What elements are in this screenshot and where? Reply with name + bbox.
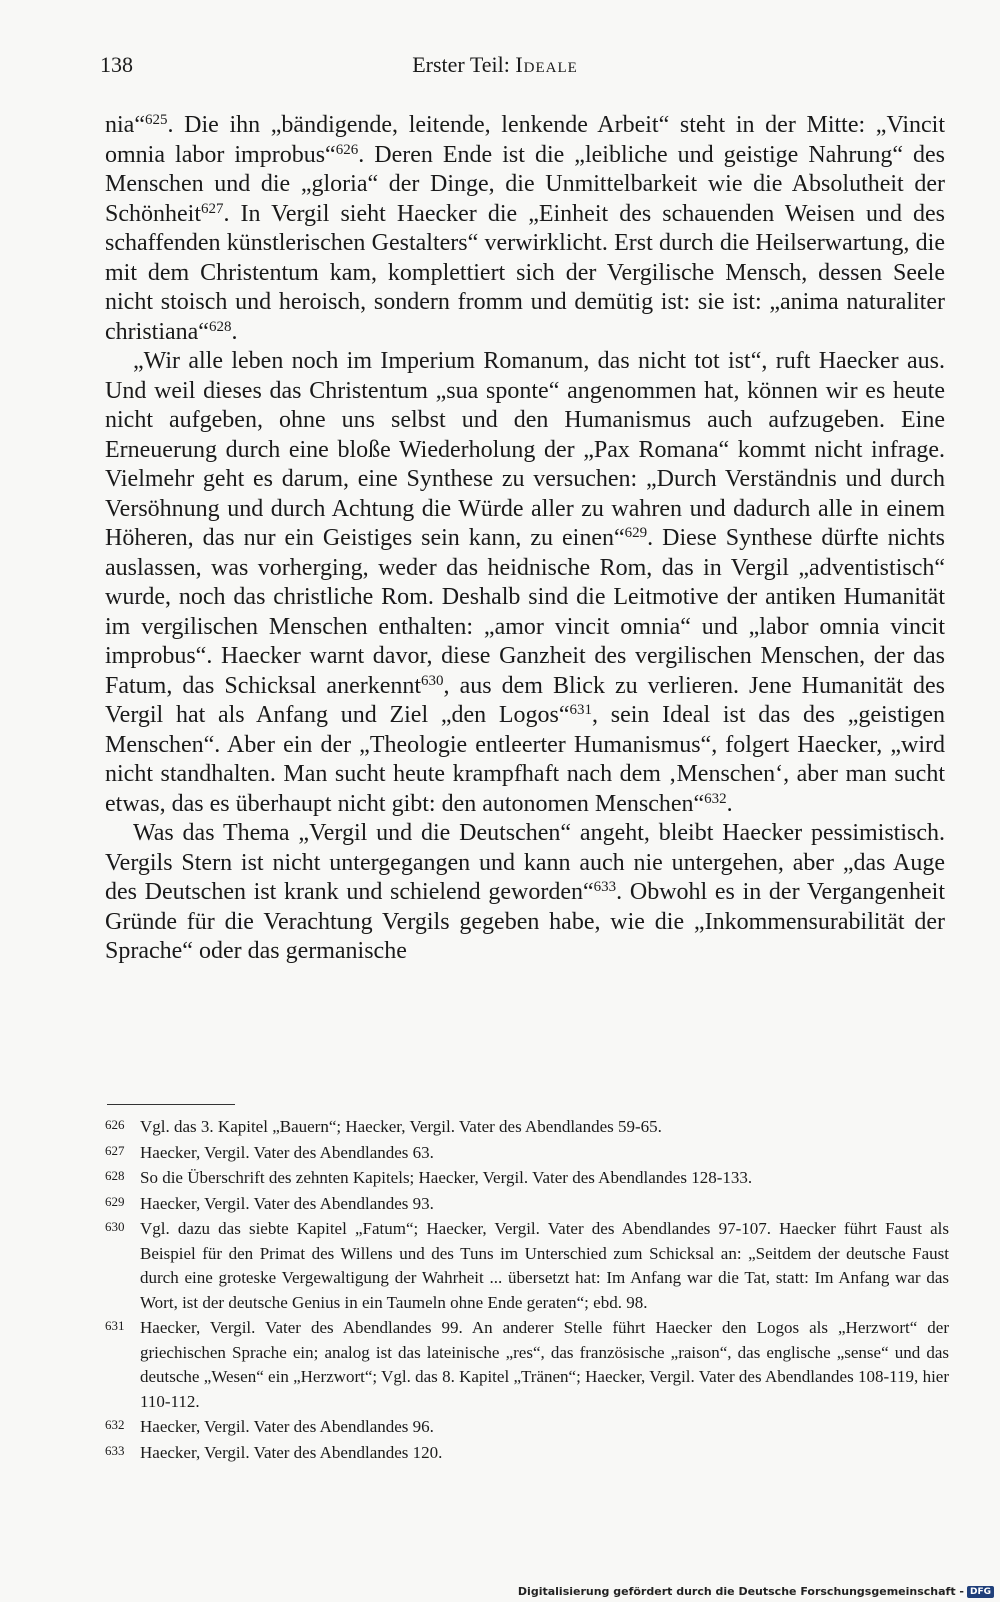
footnotes [105, 1115, 949, 1466]
footnote-number: 632 [105, 1417, 125, 1432]
digitization-credit [518, 1585, 994, 1598]
text-run: nia“ [105, 112, 145, 138]
text-run: . Diese Synthese dürfte nichts auslassen, was vorherging, weder das heidnische Rom, das in Vergil „adventistisch“ wurde, noch das christliche Rom. Deshalb sind die Leitmotive der antiken Humanität im vergilischen Menschen enthalten: „amor vincit omnia“ und „labor omnia vincit improbus“. Haecker warnt davor, diese Ganzheit des vergilischen Menschen, der das Fatum, das Schicksal anerkennt [105, 525, 945, 699]
footnote [105, 1115, 949, 1140]
footnote [105, 1441, 949, 1466]
footnote-number: 626 [105, 1117, 125, 1132]
footnote [105, 1316, 949, 1414]
footnote-ref[interactable]: 630 [421, 672, 444, 689]
text-run: . Die ihn „bändigende, leitende, lenkende Arbeit“ steht in der Mitte: „Vincit omnia labor improbus“ [105, 112, 945, 168]
footnote-ref[interactable]: 625 [144, 111, 168, 128]
paragraph [105, 111, 945, 347]
text-run: „Wir alle leben noch im Imperium Romanum, das nicht tot ist“, ruft Haecker aus. Und weil dieses das Christentum „sua sponte“ angenommen hat, können wir es heute nicht aufgeben, ohne uns selbst und den Humanismus auch aufzugeben. Eine Erneuerung durch eine bloße Wiederholung der „Pax Romana“ kommt nicht infrage. Vielmehr geht es darum, eine Synthese zu versuchen: „Durch Verständnis und durch Versöhnung und durch Achtung die Würde aller zu wahren und dadurch alle in einem Höheren, das nur ein Geistiges sein kann, zu einen“ [105, 348, 945, 551]
text-run: , aus dem Blick zu verlieren. Jene Humanität des Vergil hat als Anfang und Ziel „den Logos“ [105, 672, 945, 728]
footnote-number: 629 [105, 1193, 125, 1209]
page-number: 138 [100, 52, 133, 77]
body-text [105, 111, 945, 967]
footnote-number: 630 [105, 1219, 125, 1234]
text-run: . Obwohl es in der Vergangenheit Gründe für die Verachtung Vergils gegeben habe, wie die „Inkommensurabilität der Sprache“ oder das germanische [105, 879, 945, 964]
footnote-text: Haecker, Vergil. Vater des Abendlandes 96. [140, 1417, 434, 1436]
footnote-text: So die Überschrift des zehnten Kapitels; Haecker, Vergil. Vater des Abendlandes 128-133. [140, 1168, 753, 1187]
text-run: . [231, 318, 238, 345]
footnote-ref[interactable]: 633 [593, 878, 617, 895]
running-head-part: Erster Teil: [412, 52, 516, 77]
footnote-separator [107, 1104, 235, 1105]
footnote [105, 1192, 949, 1217]
footnote-ref[interactable]: 632 [704, 790, 727, 807]
footnote [105, 1415, 949, 1440]
footnote-text: Haecker, Vergil. Vater des Abendlandes 63. [140, 1142, 434, 1162]
footnote [105, 1217, 949, 1315]
text-run: . Deren Ende ist die „leibliche und geistige Nahrung“ des Menschen und die „gloria“ der Dinge, die Unmittelbarkeit wie die Absolutheit der Schönheit [105, 141, 945, 227]
footnote-ref[interactable]: 626 [335, 141, 359, 158]
running-head-section: Ideale [515, 52, 578, 77]
dfg-logo: DFG [967, 1586, 994, 1598]
footnote-text: Vgl. dazu das siebte Kapitel „Fatum“; Haecker, Vergil. Vater des Abendlandes 97-107. Haecker führt Faust als Beispiel für den Primat des Willens und des Tuns im Unterschied zum Schicksal an: „Seitdem der deutsche Faust durch eine groteske Vergewaltigung der Wahrheit ... übersetzt hat: Im Anfang war die Tat, statt: Im Anfang war das Wort, ist der deutsche Genius in ein Taumeln ohne Ende geraten“; ebd. 98. [140, 1219, 949, 1312]
running-head [100, 52, 890, 78]
footnote-number: 627 [105, 1142, 125, 1158]
footnote-ref[interactable]: 628 [208, 318, 232, 335]
footnote [105, 1166, 949, 1191]
page-header [100, 48, 890, 88]
footnote-text: Haecker, Vergil. Vater des Abendlandes 120. [140, 1442, 443, 1462]
credit-text: Digitalisierung gefördert durch die Deutsche Forschungsgemeinschaft - [517, 1585, 964, 1598]
paragraph [105, 347, 945, 819]
text-run: , sein Ideal ist das des „geistigen Menschen“. Aber ein der „Theologie entleerter Humanismus“, folgert Haecker, „wird nicht standhalten. Man sucht heute krampfhaft nach dem ‚Menschen‘, aber man sucht etwas, das es überhaupt nicht gibt: den autonomen Menschen“ [105, 702, 945, 817]
text-run: . In Vergil sieht Haecker die „Einheit des schauenden Weisen und des schaffenden künstlerischen Gestalters“ verwirklicht. Erst durch die Heilserwartung, die mit dem Christentum kam, komplettiert sich der Vergilische Mensch, dessen Seele nicht stoisch und heroisch, sondern fromm und demütig ist: sie ist: „anima naturaliter christiana“ [105, 200, 945, 345]
footnote-number: 631 [105, 1318, 125, 1333]
footnote [105, 1141, 949, 1166]
footnote-ref[interactable]: 627 [201, 200, 224, 217]
footnote-text: Haecker, Vergil. Vater des Abendlandes 99. An anderer Stelle führt Haecker den Logos als „Herzwort“ der griechischen Sprache ein; analog ist das lateinische „res“, das französische „raison“, das englische „sense“ und das deutsche „Wesen“ ein „Herzwort“; Vgl. das 8. Kapitel „Tränen“; Haecker, Vergil. Vater des Abendlandes 108-119, hier 110-112. [140, 1318, 949, 1411]
text-run: Was das Thema „Vergil und die Deutschen“ angeht, bleibt Haecker pessimistisch. Vergils Stern ist nicht untergegangen und kann auch nie untergehen, aber „das Auge des Deutschen ist krank und schielend geworden“ [105, 820, 945, 905]
paragraph [105, 819, 945, 967]
footnote-ref[interactable]: 629 [624, 524, 648, 541]
footnote-ref[interactable]: 631 [569, 701, 593, 718]
footnote-number: 628 [105, 1168, 125, 1183]
footnote-text: Vgl. das 3. Kapitel „Bauern“; Haecker, Vergil. Vater des Abendlandes 59-65. [140, 1117, 662, 1136]
footnote-number: 633 [105, 1442, 125, 1458]
text-run: . [726, 790, 733, 817]
footnote-text: Haecker, Vergil. Vater des Abendlandes 93. [140, 1193, 434, 1213]
